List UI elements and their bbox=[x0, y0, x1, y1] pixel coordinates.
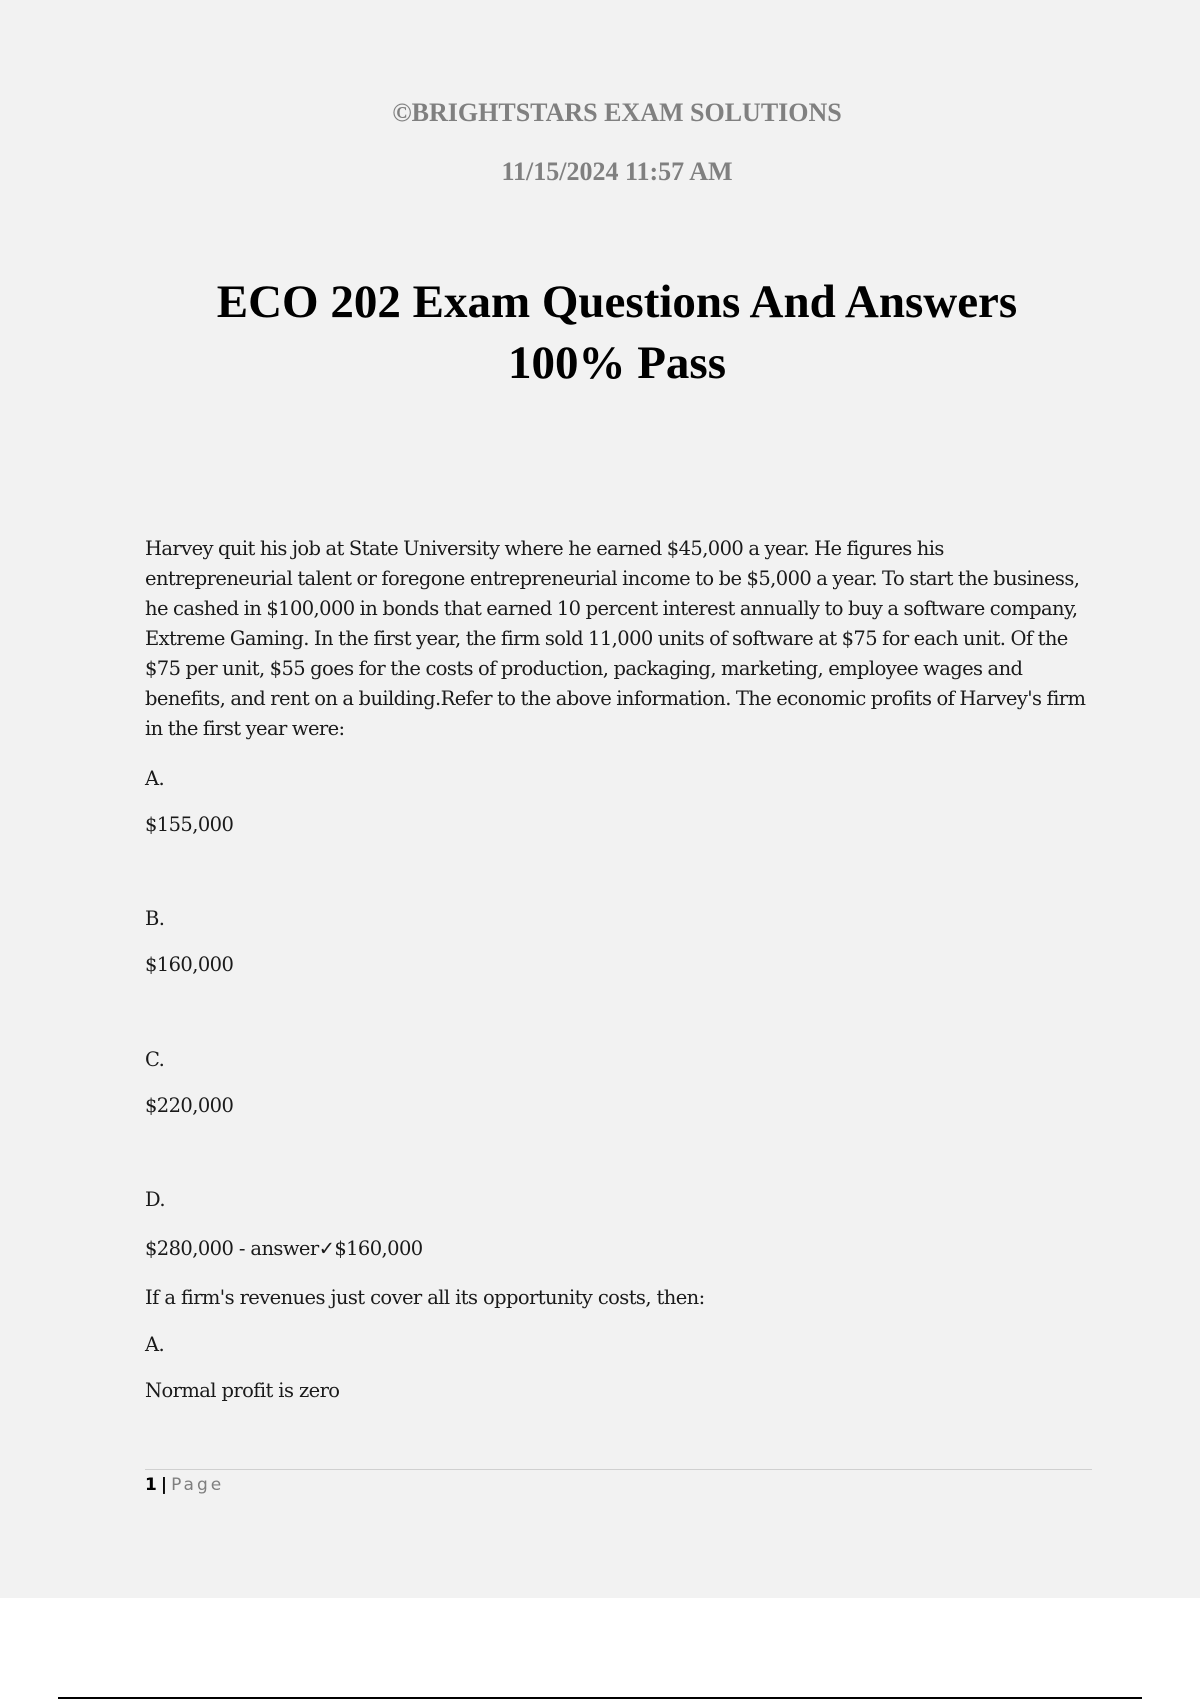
footer-divider bbox=[145, 1469, 1092, 1470]
question-1-text: Harvey quit his job at State University where he earned $45,000 a year. He figures his entrepreneurial talent or foregone entrepreneurial income to be $5,000 a year. To start the business, he cashed in $100,000 in bonds that earned 10 percent interest annually to buy a software company, Extreme Gaming. In the first year, the firm sold 11,000 units of software at $75 for each unit. Of the $75 per unit, $55 goes for the costs of production, packaging, marketing, employee wages and benefits, and rent on a building.Refer to the above information. The economic profits of Harvey's firm in the first year were: bbox=[145, 537, 1086, 740]
question-1-option-b-value: $160,000 bbox=[145, 953, 234, 976]
question-2-text: If a firm's revenues just cover all its opportunity costs, then: bbox=[145, 1286, 705, 1309]
question-1-option-b-label: B. bbox=[145, 907, 165, 930]
page-number: 1 bbox=[145, 1475, 157, 1495]
question-1-option-d-label: D. bbox=[145, 1188, 165, 1211]
document-title bbox=[0, 272, 1200, 394]
header-copyright: ©BRIGHTSTARS EXAM SOLUTIONS bbox=[392, 98, 842, 127]
header-datetime: 11/15/2024 11:57 AM bbox=[501, 157, 733, 186]
question-1-option-a-label: A. bbox=[145, 767, 165, 790]
page-label: Page bbox=[171, 1475, 225, 1495]
question-2-option-a-value: Normal profit is zero bbox=[145, 1379, 340, 1402]
document-title-line-2: 100% Pass bbox=[507, 337, 727, 389]
question-1-option-d-answer: $280,000 - answer✓$160,000 bbox=[145, 1237, 423, 1260]
question-2-option-a-label: A. bbox=[145, 1333, 165, 1356]
next-page-top-rule bbox=[58, 1697, 1142, 1699]
question-1-option-c-value: $220,000 bbox=[145, 1094, 234, 1117]
document-title-line-1: ECO 202 Exam Questions And Answers bbox=[216, 276, 1018, 328]
question-1-option-c-label: C. bbox=[145, 1048, 165, 1071]
page-footer bbox=[145, 1474, 224, 1496]
footer-separator: | bbox=[160, 1475, 168, 1495]
question-1-option-a-value: $155,000 bbox=[145, 813, 234, 836]
